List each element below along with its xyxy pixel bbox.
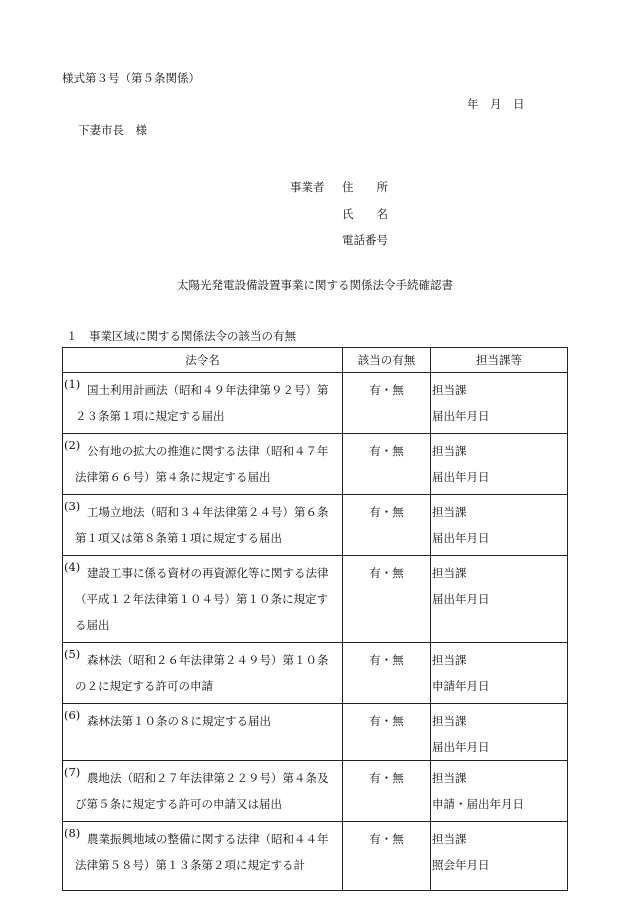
row-number: (5) <box>64 647 81 661</box>
applicable-choice[interactable]: 有・無 <box>343 373 431 434</box>
column-header-applicable: 該当の有無 <box>343 348 431 373</box>
column-header-department: 担当課等 <box>431 348 568 373</box>
department-cell <box>431 704 568 761</box>
row-number: (3) <box>64 499 81 513</box>
department-cell <box>431 643 568 704</box>
applicable-choice[interactable]: 有・無 <box>343 556 431 643</box>
name-label: 氏 名 <box>342 206 388 221</box>
table-row <box>63 373 568 434</box>
date-label: 届出年月日 <box>432 531 490 545</box>
document-title: 太陽光発電設備設置事業に関する関係法令手続確認書 <box>177 278 453 292</box>
law-checklist-table <box>62 347 568 891</box>
department-cell <box>431 556 568 643</box>
date-line: 年 月 日 <box>467 97 525 111</box>
row-number: (2) <box>64 438 81 452</box>
law-cell <box>63 704 343 761</box>
date-label: 照会年月日 <box>432 858 490 872</box>
law-name: 工場立地法（昭和３４年法律第２４号）第６条第１項又は第８条第１項に規定する届出 <box>75 505 329 545</box>
department-cell <box>431 434 568 495</box>
table-row <box>63 556 568 643</box>
department-label: 担当課 <box>432 444 467 458</box>
section-heading: １ 事業区域に関する関係法令の該当の有無 <box>66 329 296 343</box>
department-label: 担当課 <box>432 653 467 667</box>
law-cell <box>63 761 343 822</box>
table-row <box>63 822 568 891</box>
applicable-choice[interactable]: 有・無 <box>343 704 431 761</box>
department-label: 担当課 <box>432 566 467 580</box>
department-label: 担当課 <box>432 832 467 846</box>
table-header-row <box>63 348 568 373</box>
department-label: 担当課 <box>432 383 467 397</box>
table-row <box>63 761 568 822</box>
department-label: 担当課 <box>432 505 467 519</box>
date-label: 届出年月日 <box>432 592 490 606</box>
date-label: 申請年月日 <box>432 679 490 693</box>
law-cell <box>63 643 343 704</box>
applicable-choice[interactable]: 有・無 <box>343 822 431 891</box>
law-name: 国土利用計画法（昭和４９年法律第９２号）第２３条第１項に規定する届出 <box>75 383 329 423</box>
applicable-choice[interactable]: 有・無 <box>343 434 431 495</box>
law-name: 農業振興地域の整備に関する法律（昭和４４年法律第５８号）第１３条第２項に規定する計 <box>75 832 329 872</box>
date-label: 申請・届出年月日 <box>432 797 524 811</box>
law-cell <box>63 822 343 891</box>
law-cell <box>63 495 343 556</box>
applicant-block <box>290 174 388 254</box>
applicant-label: 事業者 <box>290 180 325 194</box>
date-label: 届出年月日 <box>432 470 490 484</box>
department-cell <box>431 373 568 434</box>
department-cell <box>431 822 568 891</box>
department-label: 担当課 <box>432 714 467 728</box>
row-number: (8) <box>64 826 81 840</box>
law-cell <box>63 556 343 643</box>
table-row <box>63 643 568 704</box>
addressee: 下妻市長 様 <box>78 123 147 137</box>
date-label: 届出年月日 <box>432 409 490 423</box>
address-label: 住 所 <box>342 180 388 194</box>
law-cell <box>63 434 343 495</box>
law-name: 公有地の拡大の推進に関する法律（昭和４７年法律第６６号）第４条に規定する届出 <box>75 444 329 484</box>
law-name: 建設工事に係る資材の再資源化等に関する法律（平成１２年法律第１０４号）第１０条に規定する届出 <box>75 566 329 632</box>
table-row <box>63 495 568 556</box>
department-label: 担当課 <box>432 771 467 785</box>
form-number: 様式第３号（第５条関係） <box>62 71 200 85</box>
law-name: 森林法（昭和２６年法律第２４９号）第１０条の２に規定する許可の申請 <box>75 653 329 693</box>
law-name: 森林法第１０条の８に規定する届出 <box>87 714 271 728</box>
phone-label: 電話番号 <box>342 233 388 247</box>
department-cell <box>431 761 568 822</box>
law-name: 農地法（昭和２７年法律第２２９号）第４条及び第５条に規定する許可の申請又は届出 <box>75 771 329 811</box>
applicable-choice[interactable]: 有・無 <box>343 495 431 556</box>
table-row <box>63 704 568 761</box>
department-cell <box>431 495 568 556</box>
row-number: (1) <box>64 377 81 391</box>
table-row <box>63 434 568 495</box>
applicable-choice[interactable]: 有・無 <box>343 761 431 822</box>
applicable-choice[interactable]: 有・無 <box>343 643 431 704</box>
column-header-law: 法令名 <box>63 348 343 373</box>
law-cell <box>63 373 343 434</box>
row-number: (7) <box>64 765 81 779</box>
row-number: (4) <box>64 560 81 574</box>
date-label: 届出年月日 <box>432 740 490 754</box>
row-number: (6) <box>64 708 81 722</box>
